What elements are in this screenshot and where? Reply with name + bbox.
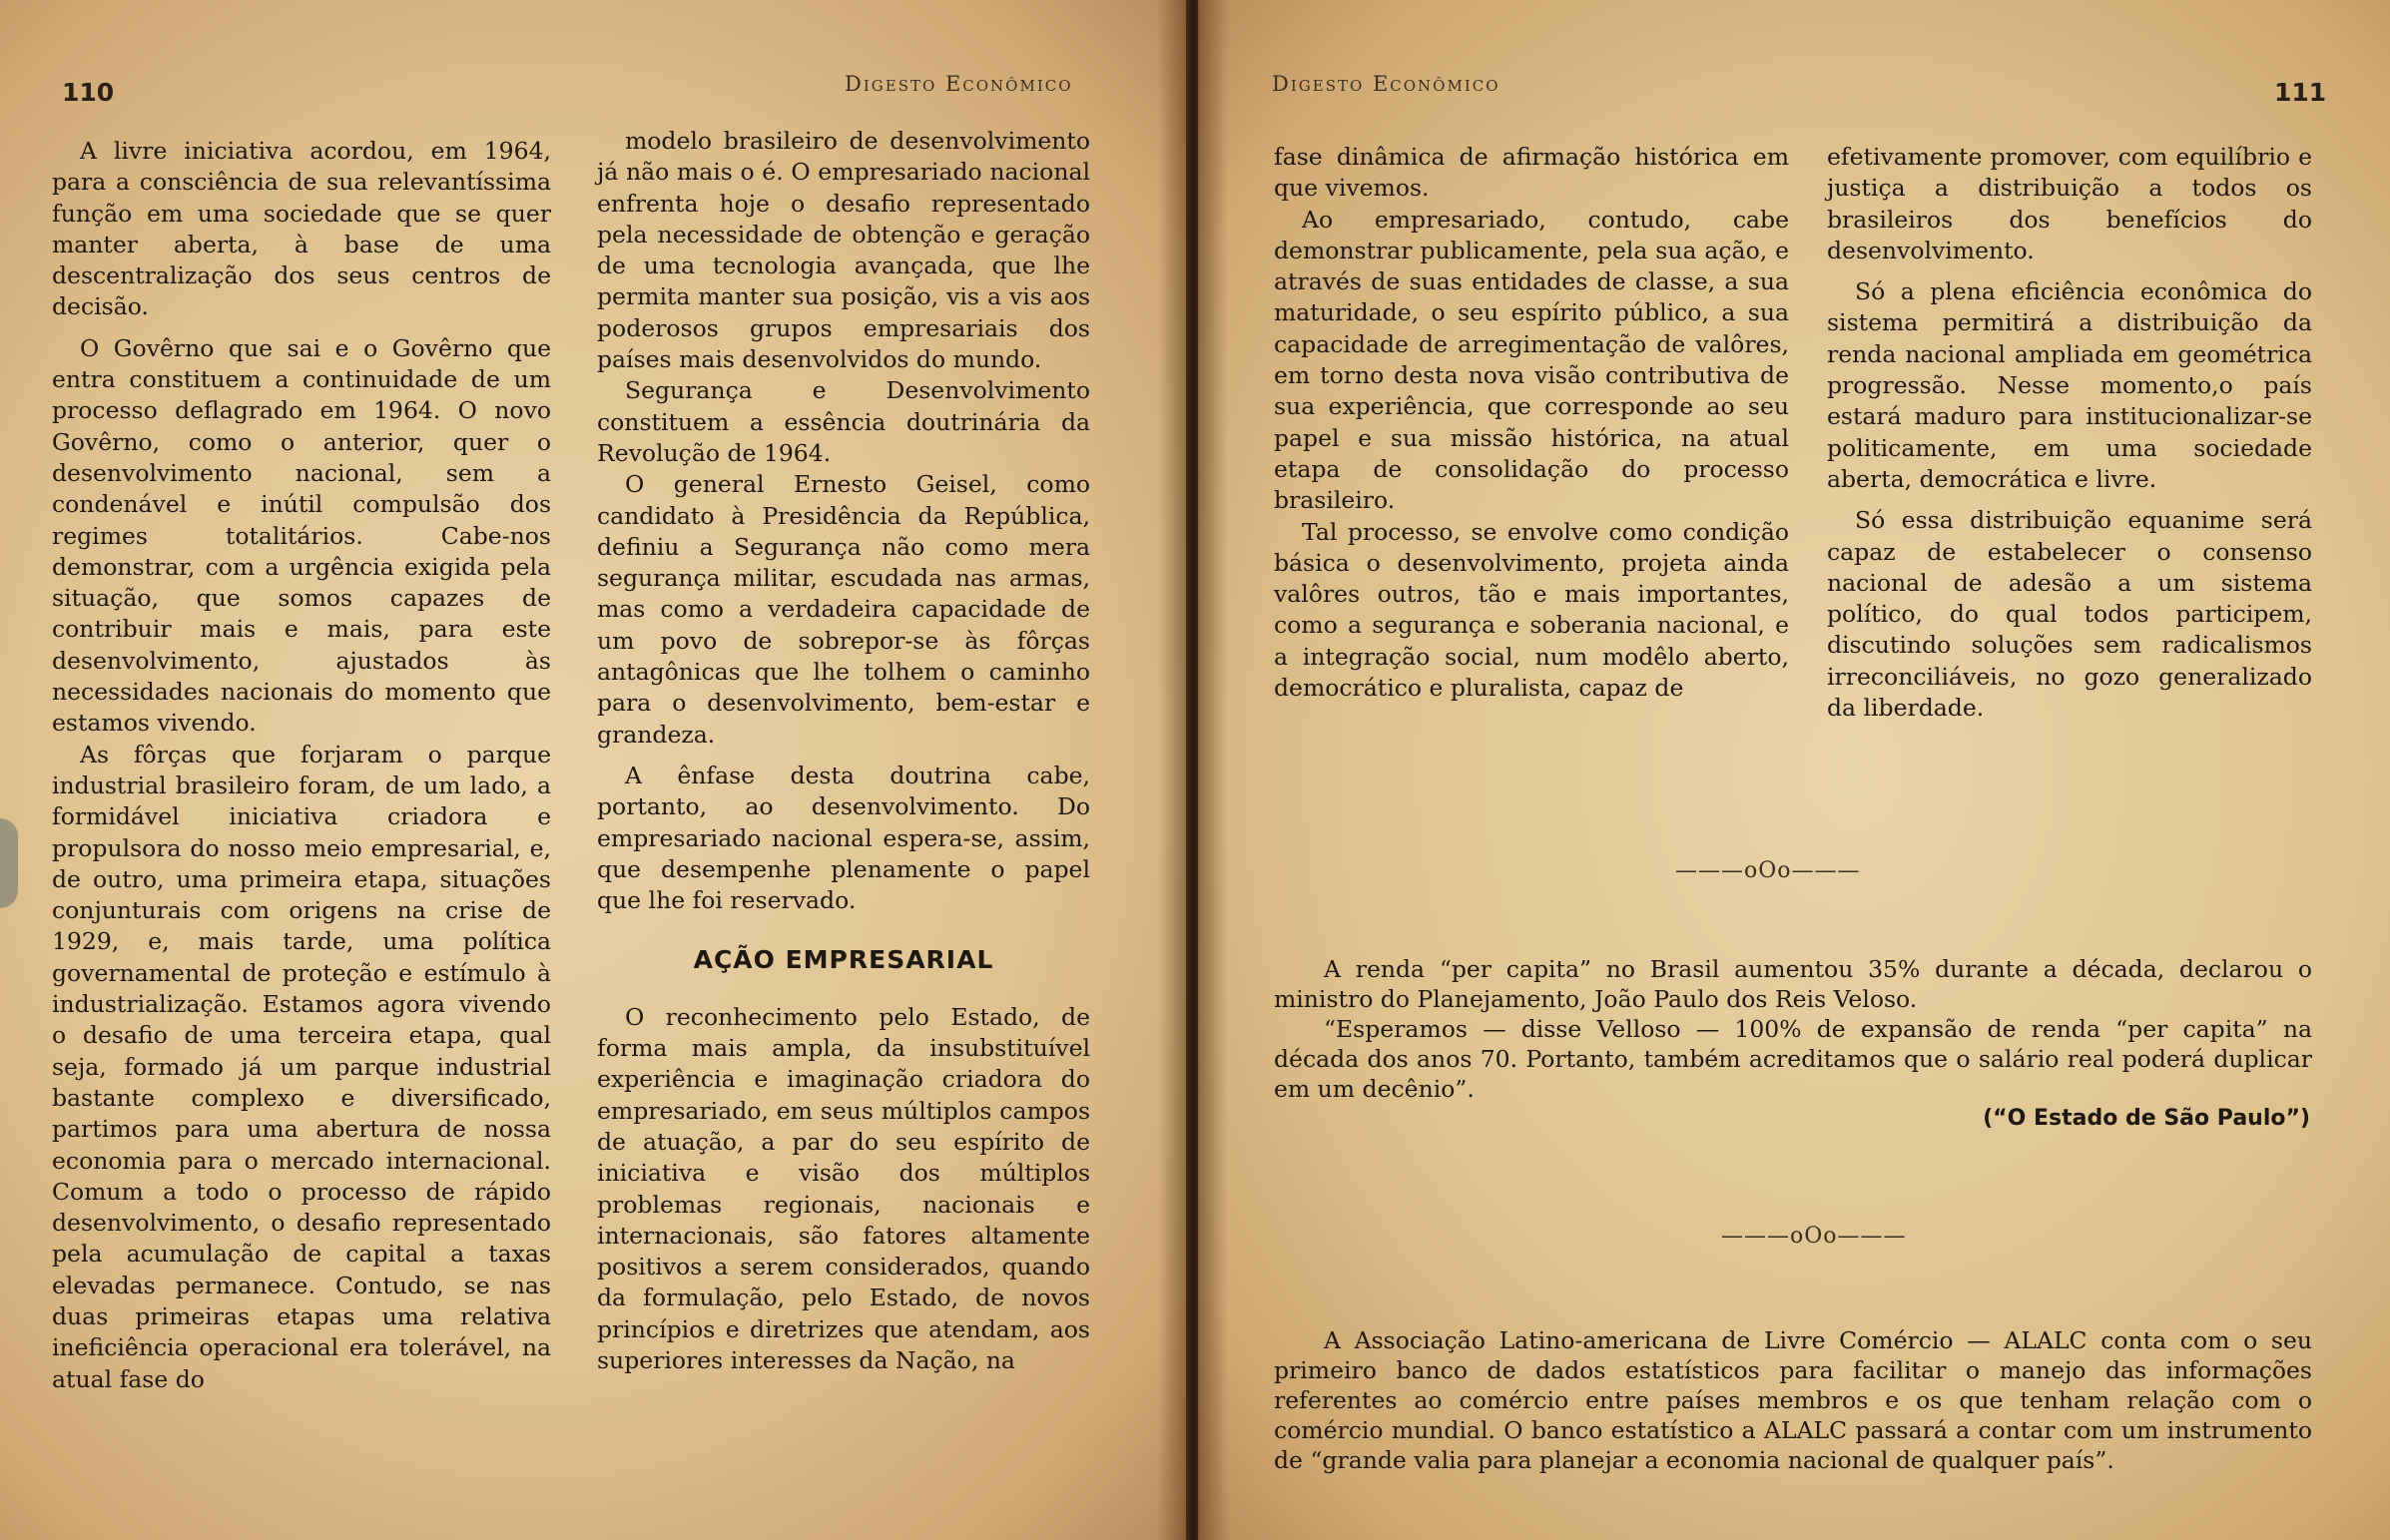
left-page-column-2 [597, 126, 1090, 1376]
right-page [1198, 0, 2390, 1540]
paragraph: O reconhecimento pelo Estado, de forma mais ampla, da insubstituível experiência e imaginação criadora do empresariado, em seus múltiplos campos de atuação, a par do seu espírito de iniciativa e visão dos múltiplos problemas regionais, nacionais e internacionais, são fatores altamente positivos a serem considerados, quando da formulação, pelo Estado, de novos princípios e diretrizes que atendam, aos superiores interesses da Nação, na [597, 1002, 1090, 1374]
left-page-column-1 [52, 136, 551, 1395]
paragraph: O general Ernesto Geisel, como candidato à Presidência da República, definiu a Segurança não como mera segurança militar, escudada nas armas, mas como a verdadeira capacidade de um povo de sobrepor-se às fôrças antagônicas que lhe tolhem o caminho para o desenvolvimento, bem-estar e grandeza. [597, 470, 1090, 749]
paragraph: efetivamente promover, com equilíbrio e justiça a distribuição a todos os brasileiros dos benefícios do desenvolvimento. [1827, 143, 2312, 264]
paragraph: Só a plena eficiência econômica do sistema permitirá a distribuição da renda nacional ampliada em geométrica progressão. Nesse momento,o país estará maduro para institucionalizar-se politicamente, em uma sociedade aberta, democrática e livre. [1827, 277, 2312, 493]
paragraph: A livre iniciativa acordou, em 1964, para a consciência de sua relevantíssima função em uma sociedade que se quer manter aberta, à base de uma descentralização dos seus centros de decisão. [52, 137, 551, 321]
section-heading: AÇÃO EMPRESARIAL [693, 945, 994, 975]
paragraph: A Associação Latino-americana de Livre Comércio — ALALC conta com o seu primeiro banco de dados estatísticos para facilitar o manejo das informações referentes ao comércio entre países membros e os que tenham relação com o comércio mundial. O banco estatístico a ALALC passará a contar com um instrumento de “grande valia para planejar a economia nacional de qualquer país”. [1274, 1326, 2312, 1474]
paragraph: fase dinâmica de afirmação histórica em que vivemos. [1274, 143, 1789, 203]
news-notice-per-capita [1274, 954, 2312, 1104]
news-notice-alalc [1274, 1325, 2312, 1475]
paragraph: A ênfase desta doutrina cabe, portanto, ao desenvolvimento. Do empresariado nacional espera-se, assim, que desempenhe plenamente o papel que lhe foi reservado. [597, 761, 1090, 915]
running-head: Digesto Econômico [1272, 72, 1500, 96]
notice-source: (“O Estado de São Paulo”) [1983, 1106, 2310, 1131]
right-page-column-2 [1827, 142, 2312, 724]
paragraph: Tal processo, se envolve como condição básica o desenvolvimento, projeta ainda valôres outros, tão e mais importantes, como a segurança e soberania nacional, e a integração social, num modêlo aberto, democrático e pluralista, capaz de [1274, 517, 1789, 703]
page-number: 111 [2274, 78, 2327, 107]
paragraph: As fôrças que forjaram o parque industrial brasileiro foram, de um lado, a formidável iniciativa criadora e propulsora do nosso meio empresarial, e, de outro, uma primeira etapa, situações conjunturais com origens na crise de 1929, e, mais tarde, uma política governamental de proteção e estímulo à industrialização. Estamos agora vivendo o desafio de uma terceira etapa, qual seja, formado já um parque industrial bastante complexo e diversificado, partimos para uma abertura de nossa economia para o mercado internacional. Comum a todo o processo de rápido desenvolvimento, o desafio representado pela acumulação de capital a taxas elevadas permanece. Contudo, se nas duas primeiras etapas uma relativa ineficiência operacional era tolerável, na atual fase do [52, 740, 551, 1393]
paragraph: “Esperamos — disse Velloso — 100% de expansão de renda “per capita” na década dos anos 70. Portanto, também acreditamos que o salário real poderá duplicar em um decênio”. [1274, 1015, 2312, 1103]
paragraph: modelo brasileiro de desenvolvimento já não mais o é. O empresariado nacional enfrenta hoje o desafio representado pela necessidade de obtenção e geração de uma tecnologia avançada, que lhe permita manter sua posição, vis a vis aos poderosos grupos empresariais dos países mais desenvolvidos do mundo. [597, 127, 1090, 374]
paragraph: O Govêrno que sai e o Govêrno que entra constituem a continuidade de um processo deflagrado em 1964. O novo Govêrno, como o anterior, quer o desenvolvimento nacional, sem a condenável e inútil compulsão dos regimes totalitários. Cabe-nos demonstrar, com a urgência exigida pela situação, que somos capazes de contribuir mais e mais, para este desenvolvimento, ajustados às necessidades nacionais do momento que estamos vivendo. [52, 333, 551, 738]
left-page [0, 0, 1186, 1540]
paragraph: Ao empresariado, contudo, cabe demonstrar publicamente, pela sua ação, e através de suas entidades de classe, a sua maturidade, o seu espírito público, a sua capacidade de arregimentação de valôres, em torno desta nova visão contributiva de sua experiência, que corresponde ao seu papel e sua missão histórica, na atual etapa de consolidação do processo brasileiro. [1274, 205, 1789, 515]
section-separator: ———oOo——— [1721, 1224, 1907, 1249]
paragraph: Só essa distribuição equanime será capaz de estabelecer o consenso nacional de adesão a um sistema político, do qual todos participem, discutindo soluções sem radicalismos irreconciliáveis, no gozo generalizado da liberdade. [1827, 506, 2312, 723]
page-stain [0, 818, 18, 908]
paragraph: Segurança e Desenvolvimento constituem a essência doutrinária da Revolução de 1964. [597, 376, 1090, 467]
running-head: Digesto Econômico [845, 72, 1073, 96]
page-number: 110 [62, 78, 115, 107]
section-separator: ———oOo——— [1675, 858, 1861, 883]
paragraph: A renda “per capita” no Brasil aumentou 35% durante a década, declarou o ministro do Planejamento, João Paulo dos Reis Veloso. [1274, 955, 2312, 1013]
book-gutter [1158, 0, 1228, 1540]
right-page-column-1 [1274, 142, 1789, 704]
